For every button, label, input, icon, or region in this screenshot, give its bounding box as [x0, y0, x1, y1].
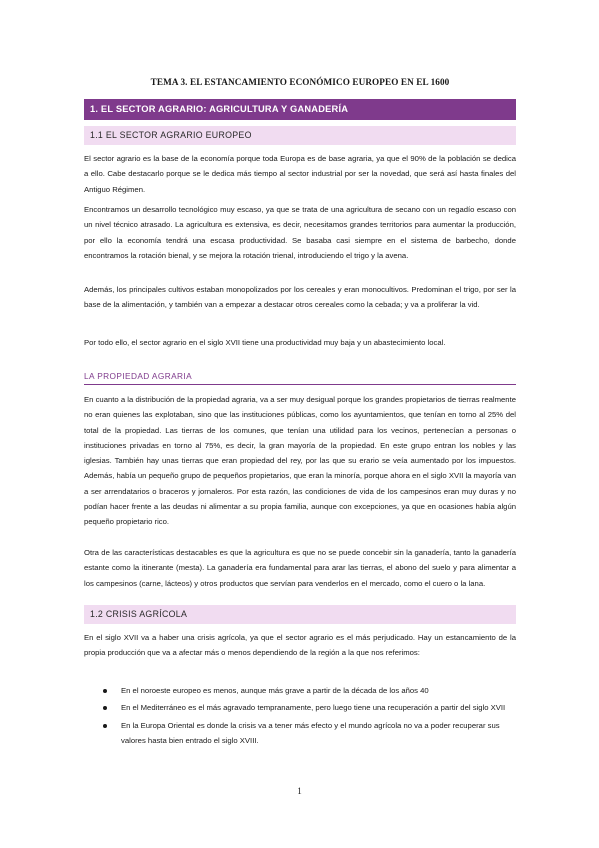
heading-sector-agrario: 1. EL SECTOR AGRARIO: AGRICULTURA Y GANADERÍA: [84, 99, 516, 120]
bullet-icon: [103, 724, 107, 728]
paragraph-propiedad-b: Otra de las características destacables es que la agricultura es que no se puede concebir sin la ganadería, tanto la ganadería estante como la itinerante (mesta). La ganadería era fundamental para arar las tierras, el abono del suelo y para alimentar a los campesinos (carne, lácteos) y otros productos que servían para venderlos en el mercado, como el cuero o la lana.: [84, 548, 516, 588]
list-item: En el noroeste europeo es menos, aunque más grave a partir de la década de los años 40: [84, 683, 516, 698]
paragraph-1-2-intro: En el siglo XVII va a haber una crisis agrícola, ya que el sector agrario es el más perjudicado. Hay un estancamiento de la propia producción que va a afectar más o menos dependiendo de la región a la que nos referimos:: [84, 633, 516, 658]
bullet-icon: [103, 689, 107, 693]
heading-propiedad-agraria: LA PROPIEDAD AGRARIA: [84, 371, 516, 385]
paragraph-1-1-b: Encontramos un desarrollo tecnológico muy escaso, ya que se trata de una agricultura de secano con un regadío escaso con un nivel técnico atrasado. La agricultura es extensiva, es decir, necesitamos grandes territorios para aumentar la producción, por ello la economía tendrá una escasa productividad. Se basaba casi siempre en el sistema de barbecho, donde encontramos la rotación bienal, y se mejora la rotación trienal, introduciendo el trigo y la avena.: [84, 205, 516, 260]
document-title: TEMA 3. EL ESTANCAMIENTO ECONÓMICO EUROPEO EN EL 1600: [150, 77, 450, 87]
list-item: En el Mediterráneo es el más agravado tempranamente, pero luego tiene una recuperación a partir del siglo XVII: [84, 700, 516, 715]
paragraph-1-1-a: El sector agrario es la base de la economía porque toda Europa es de base agraria, ya que el 90% de la población se dedica a ello. Cabe destacarlo porque se le dedica más tiempo al sector industrial por ser la novedad, que será así hasta finales del Antiguo Régimen.: [84, 154, 516, 194]
bullet-icon: [103, 706, 107, 710]
paragraph-1-1-c: Además, los principales cultivos estaban monopolizados por los cereales y eran monocultivos. Predominan el trigo, por ser la base de la alimentación, y también van a empezar a destacar otros cereales como la cebada; y va a proliferar la vid.: [84, 285, 516, 310]
paragraph-1-1-d: Por todo ello, el sector agrario en el siglo XVII tiene una productividad muy baja y un abastecimiento local.: [84, 338, 446, 347]
crisis-bullet-list: [84, 683, 516, 750]
paragraph-propiedad-a: En cuanto a la distribución de la propiedad agraria, va a ser muy desigual porque los grandes propietarios de tierras realmente no eran quienes las explotaban, sino que las instituciones públicas, como los ayuntamientos, que tenían en torno al 25% del total de la propiedad. Las tierras de los comunes, que tenían una utilidad para los vecinos, pertenecían a personas o instituciones privadas en torno al 75%, es decir, la gran mayoría de la propiedad. En este grupo entran los nobles y las iglesias. También hay unas tierras que eran propiedad del rey, por las que su erario se veía aumentado por los impuestos. Además, había un pequeño grupo de pequeños propietarios, que eran la minoría, porque ahora en el siglo XVII la mayoría van a ser arrendatarios o braceros y jornaleros. Por esta razón, las condiciones de vida de los campesinos eran muy duras y no podían hacer frente a las deudas ni alimentar a su propia familia, aunque con excepciones, ya que en ocasiones había algún pequeño propietario rico.: [84, 395, 516, 527]
page-number: 1: [297, 786, 302, 796]
heading-1-1: 1.1 EL SECTOR AGRARIO EUROPEO: [84, 126, 516, 145]
heading-1-2: 1.2 CRISIS AGRÍCOLA: [84, 605, 516, 624]
list-item: En la Europa Oriental es donde la crisis va a tener más efecto y el mundo agrícola no va a poder recuperar sus valores hasta bien entrado el siglo XVIII.: [84, 718, 516, 749]
